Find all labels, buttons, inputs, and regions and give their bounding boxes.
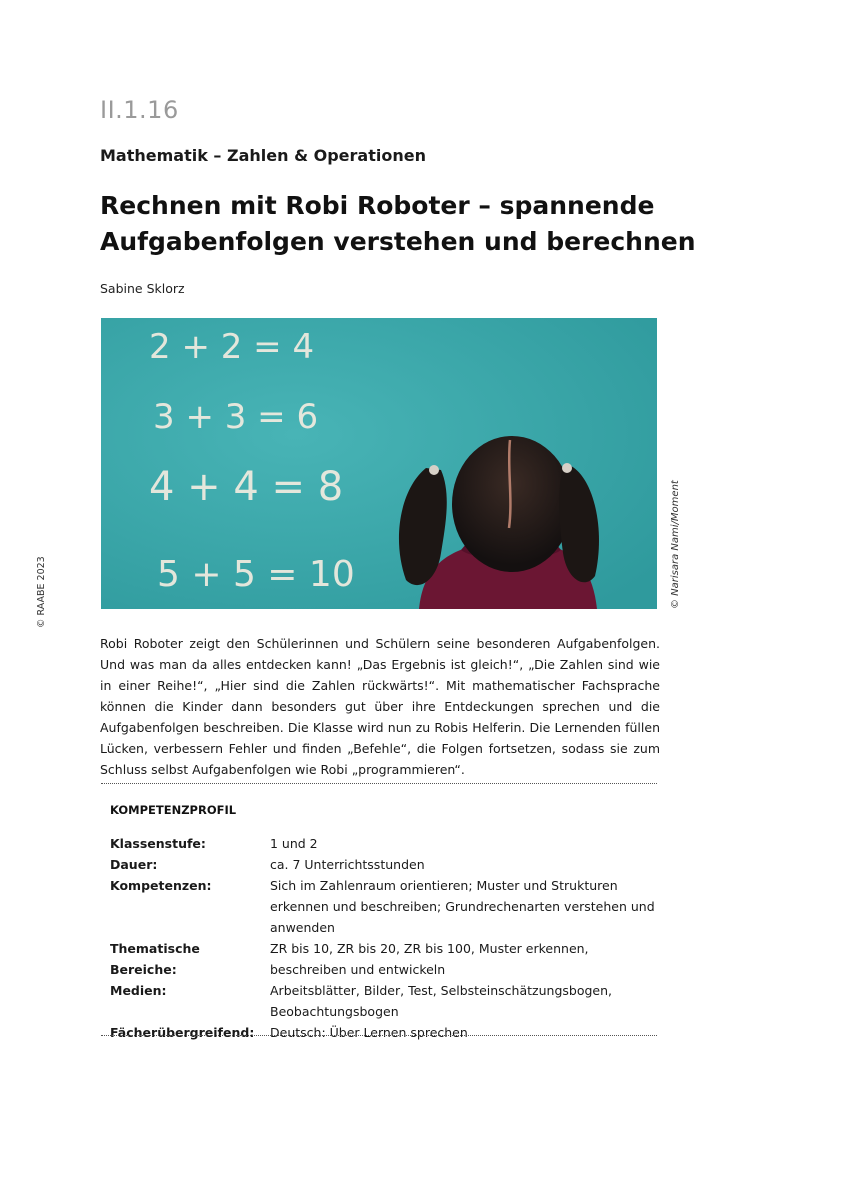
title-line-2: Aufgabenfolgen verstehen und berechnen [100,227,696,256]
hair-tie-right [562,463,572,473]
profile-row [110,1022,655,1043]
profile-row [110,938,655,980]
profile-value: 1 und 2 [270,836,318,851]
profile-label: Fächerübergreifend: [110,1025,255,1040]
head-hair [452,436,572,572]
subject-line: Mathematik – Zahlen & Operationen [100,146,426,165]
profile-value: Sich im Zahlenraum orientieren; Muster und Strukturen erkennen und beschreiben; Grundrechenarten verstehen und anwenden [270,878,655,935]
profile-row [110,833,655,854]
profile-label: Klassenstufe: [110,836,206,851]
chalk-equation: 4 + 4 = 8 [149,464,344,510]
chalkboard-illustration [101,318,657,609]
profile-label: Kompetenzen: [110,878,212,893]
dotted-divider-bottom [101,1035,657,1036]
profile-label: Thematische Bereiche: [110,941,200,977]
intro-paragraph: Robi Roboter zeigt den Schülerinnen und Schülern seine besonderen Aufgabenfolgen. Und was man da alles entdecken kann! „Das Ergebnis ist gleich!“, „Die Zahlen sind wie in einer Reihe!“, „Hier sind die Zahlen rückwärts!“. Mit mathematischer Fachsprache können die Kinder dann besonders gut über ihre Entdeckungen sprechen und die Aufgabenfolgen beschreiben. Die Klasse wird nun zu Robis Helferin. Die Lernenden füllen Lücken, verbessern Fehler und finden „Befehle“, die Folgen fortsetzen, sodass sie zum Schluss selbst Aufgabenfolgen wie Robi „programmieren“. [100,636,660,777]
profile-row [110,980,655,1022]
dotted-divider-top [101,783,657,784]
author-name: Sabine Sklorz [100,281,185,296]
profile-label: Dauer: [110,857,158,872]
unit-code: II.1.16 [100,96,179,124]
competence-profile-heading: KOMPETENZPROFIL [110,803,237,817]
title-line-1: Rechnen mit Robi Roboter – spannende [100,191,655,220]
hair-parting [509,440,510,528]
chalk-equation: 3 + 3 = 6 [153,397,319,437]
profile-value: Arbeitsblätter, Bilder, Test, Selbsteinschätzungsbogen, Beobachtungsbogen [270,983,612,1019]
chalk-equation: 2 + 2 = 4 [149,327,315,367]
profile-row [110,854,655,875]
hair-tie-left [429,465,439,475]
cover-photo [101,318,657,609]
photo-credit: © Narisara Nami/Moment [670,480,681,609]
profile-value: ZR bis 10, ZR bis 20, ZR bis 100, Muster erkennen, beschreiben und entwickeln [270,941,589,977]
competence-profile-table [110,833,655,1043]
profile-value: Deutsch: Über Lernen sprechen [270,1025,468,1040]
page-title [100,188,700,260]
profile-label: Medien: [110,983,167,998]
profile-row [110,875,655,938]
chalk-equation: 5 + 5 = 10 [157,554,355,595]
copyright-notice: © RAABE 2023 [36,556,47,628]
profile-value: ca. 7 Unterrichtsstunden [270,857,425,872]
